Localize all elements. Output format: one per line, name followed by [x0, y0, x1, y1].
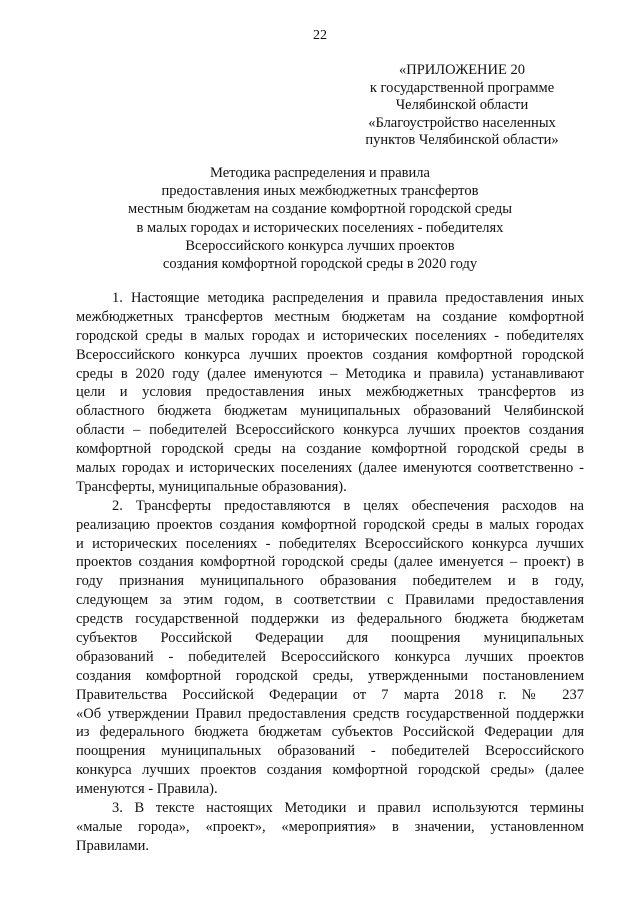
paragraph-line: цели и условия предоставления иных межбюджетных трансфертов из — [76, 384, 584, 401]
paragraph-line: 3. В тексте настоящих Методики и правил используются термины — [112, 800, 584, 817]
appendix-line: пунктов Челябинской области» — [365, 132, 559, 148]
paragraph-line: «малые города», «проект», «мероприятия» в значении, установленном — [76, 818, 584, 835]
paragraph-1 — [76, 289, 584, 497]
appendix-line: к государственной программе — [369, 79, 555, 96]
title-line: местным бюджетам на создание комфортной городской среды — [128, 201, 512, 218]
paragraph-line: малых городах и исторических поселениях (далее именуются соответственно - — [76, 460, 584, 477]
paragraph-line: Всероссийского конкурса лучших проектов создания комфортной городской — [76, 346, 584, 363]
paragraph-line: городской среды в малых городах и исторических поселениях - победителях — [76, 327, 584, 344]
paragraph-line: среды в 2020 году (далее именуются – Методика и правила) устанавливают — [76, 365, 584, 382]
paragraph-line: средств государственной поддержки из федерального бюджета бюджетам — [76, 611, 584, 628]
paragraph-line: межбюджетных трансфертов местным бюджетам на создание комфортной — [76, 308, 584, 325]
paragraph-line: из федерального бюджета бюджетам субъектов Российской Федерации для — [76, 724, 584, 741]
paragraph-line: образований - победителей Всероссийского конкурса лучших проектов — [76, 648, 584, 665]
title-line: в малых городах и исторических поселениях - победителях — [136, 219, 504, 236]
title-line: создания комфортной городской среды в 2020 году — [162, 256, 478, 273]
paragraph-line: именуются - Правила). — [76, 781, 218, 798]
paragraph-line: году признания муниципального образования победителем и в году, — [76, 573, 584, 590]
paragraph-line: и исторических поселениях - победителях Всероссийского конкурса лучших — [76, 535, 584, 552]
appendix-line: Челябинской области — [395, 97, 529, 113]
document-title — [0, 164, 640, 273]
paragraph-line: Трансферты, муниципальные образования). — [76, 478, 347, 495]
paragraph-3 — [76, 799, 584, 856]
paragraph-line: Правилами. — [76, 837, 149, 854]
paragraph-line: субъектов Российской Федерации для поощрения муниципальных — [76, 630, 584, 647]
title-line: Всероссийского конкурса лучших проектов — [185, 237, 455, 254]
appendix-line: «ПРИЛОЖЕНИЕ 20 — [399, 62, 525, 78]
paragraph-line: 1. Настоящие методика распределения и правила предоставления иных — [112, 290, 584, 306]
paragraph-line: 2. Трансферты предоставляются в целях обеспечения расходов на — [112, 497, 584, 514]
paragraph-line: конкурса лучших проектов создания комфортной городской среды» (далее — [76, 762, 584, 779]
paragraph-line: Правительства Российской Федерации от 7 марта 2018 г. № 237 — [76, 686, 584, 703]
paragraph-line: «Об утверждении Правил предоставления средств государственной поддержки — [76, 705, 584, 722]
title-line: Методика распределения и правила — [210, 165, 430, 181]
page-number: 22 — [313, 28, 327, 43]
paragraph-line: реализацию проектов создания комфортной городской среды в малых городах — [76, 516, 584, 533]
paragraph-2 — [76, 497, 584, 799]
title-line: предоставления иных межбюджетных трансфертов — [161, 183, 479, 200]
appendix-line: «Благоустройство населенных — [368, 114, 556, 131]
paragraph-line: области – победителей Всероссийского конкурса лучших проектов создания — [76, 422, 584, 439]
appendix-header — [342, 62, 582, 150]
paragraph-line: поощрения муниципальных образований - победителей Всероссийского — [76, 743, 584, 760]
paragraph-line: проектов создания комфортной городской среды (далее именуется – проект) в — [76, 554, 584, 571]
paragraph-line: областного бюджета бюджетам муниципальных образований Челябинской — [76, 403, 584, 420]
paragraph-line: следующем за этим годом, в соответствии с Правилами предоставления — [76, 592, 584, 609]
document-body — [76, 289, 584, 856]
paragraph-line: комфортной городской среды на создание комфортной городской среды в — [76, 441, 584, 458]
paragraph-line: создания комфортной городской среды, утвержденными постановлением — [76, 667, 584, 684]
